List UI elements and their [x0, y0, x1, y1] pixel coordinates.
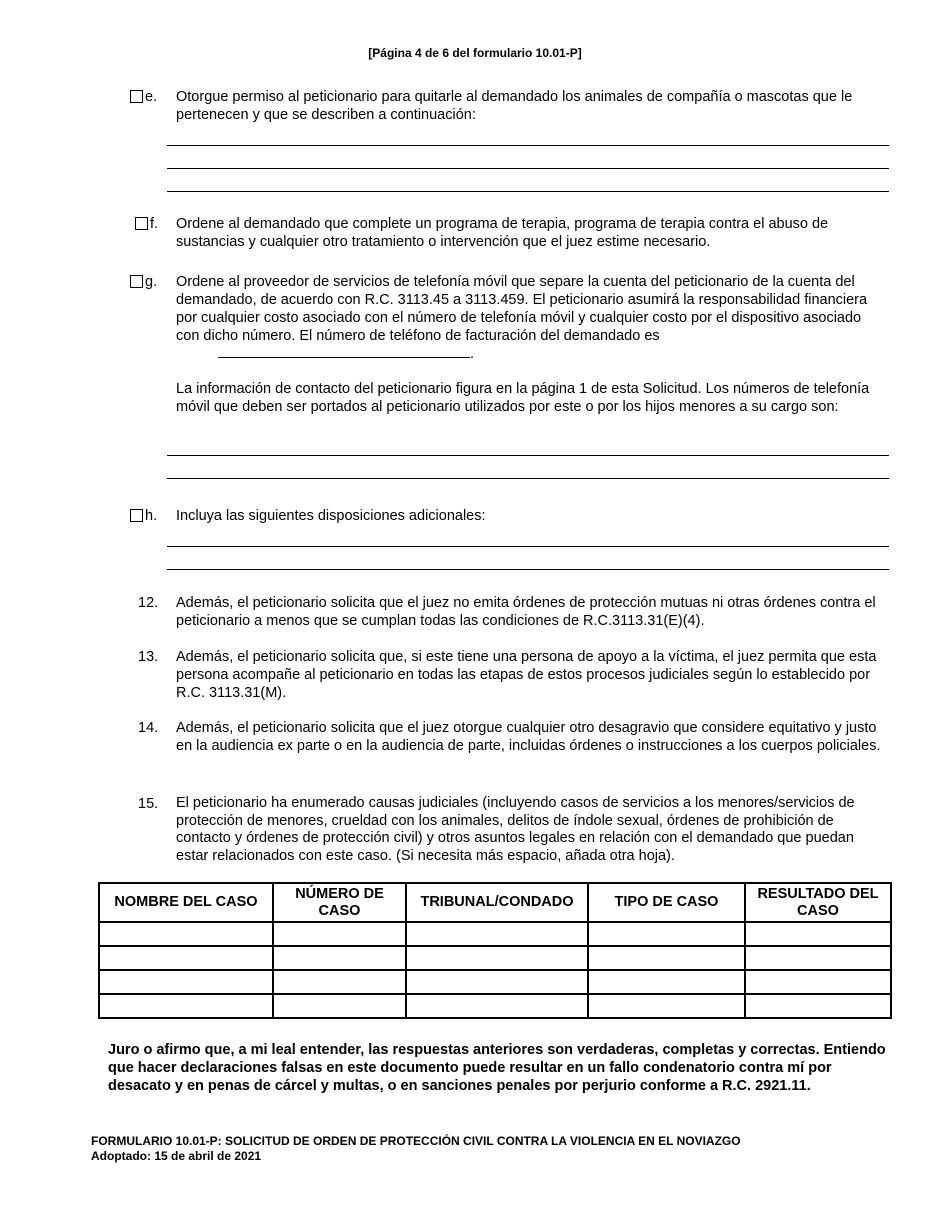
footer-adopted-date: Adoptado: 15 de abril de 2021: [91, 1149, 262, 1163]
item-e-marker: e.: [145, 89, 158, 105]
paragraph-14-text: Además, el peticionario solicita que el juez otorgue cualquier otro desagravio que considere equitativo y justo en la audiencia ex parte o en la audiencia de parte, incluidas órdenes o instrucciones a los cuerpos policiales.: [176, 720, 881, 754]
paragraph-12-text: Además, el peticionario solicita que el juez no emita órdenes de protección mutuas ni otras órdenes contra el peticionario a menos que se cumplan todas las condiciones de R.C.3113.31(E)(4).: [176, 595, 876, 629]
mobile-numbers-line-2[interactable]: [167, 478, 889, 479]
court-county-cell[interactable]: [406, 970, 588, 994]
table-row: [99, 946, 891, 970]
pets-line-1[interactable]: [167, 145, 889, 146]
additional-provisions-line-2[interactable]: [167, 569, 889, 570]
cases-table-header-row: [99, 883, 891, 922]
checkbox-item-g[interactable]: [130, 275, 143, 288]
paragraph-13-text: Además, el peticionario solicita que, si este tiene una persona de apoyo a la víctima, el juez permita que esta persona acompañe al peticionario en todas las etapas de estos procesos judiciales según lo establecido por R.C. 3113.31(M).: [176, 649, 877, 701]
item-g-marker: g.: [145, 274, 158, 290]
checkbox-item-h[interactable]: [130, 509, 143, 522]
header-court-county: TRIBUNAL/CONDADO: [406, 883, 588, 922]
case-name-cell[interactable]: [99, 922, 273, 946]
form-footer: [91, 1134, 741, 1164]
billing-number-field[interactable]: [218, 343, 474, 363]
pets-line-3[interactable]: [167, 191, 889, 192]
checkbox-item-e[interactable]: [130, 90, 143, 103]
billing-number-period: .: [470, 346, 475, 362]
page-header: [Página 4 de 6 del formulario 10.01-P]: [368, 46, 582, 60]
paragraph-15-text: El peticionario ha enumerado causas judiciales (incluyendo casos de servicios a los menores/servicios de protección de menores, crueldad con los animales, delitos de índole sexual, órdenes de prohibición de contacto y órdenes de protección civil) y otros asuntos legales en relación con el demandado que puedan estar relacionados con este caso. (Si necesita más espacio, añada otra hoja).: [176, 795, 855, 864]
oath-statement: Juro o afirmo que, a mi leal entender, las respuestas anteriores son verdaderas, completas y correctas. Entiendo que hacer declaraciones falsas en este documento puede resultar en un fallo condenatorio contra mí por desacato y en penas de cárcel y multas, o en sanciones penales por perjurio conforme a R.C. 2921.11.: [108, 1042, 886, 1094]
table-row: [99, 970, 891, 994]
item-f-marker: f.: [150, 216, 159, 232]
checkbox-item-f[interactable]: [135, 217, 148, 230]
pets-line-2[interactable]: [167, 168, 889, 169]
item-f-text: Ordene al demandado que complete un programa de terapia, programa de terapia contra el abuso de sustancias y cualquier otro tratamiento o intervención que el juez estime necesario.: [176, 216, 829, 250]
court-county-cell[interactable]: [406, 922, 588, 946]
case-name-cell[interactable]: [99, 970, 273, 994]
case-type-cell[interactable]: [588, 994, 745, 1018]
case-number-cell[interactable]: [273, 922, 406, 946]
billing-number-blank[interactable]: [218, 343, 470, 358]
case-result-cell[interactable]: [745, 922, 891, 946]
paragraph-12-number: 12.: [138, 595, 159, 611]
item-h-marker: h.: [145, 508, 158, 524]
footer-form-title: FORMULARIO 10.01-P: SOLICITUD DE ORDEN DE PROTECCIÓN CIVIL CONTRA LA VIOLENCIA EN EL NOVIAZGO: [91, 1134, 741, 1148]
table-row: [99, 922, 891, 946]
court-county-cell[interactable]: [406, 994, 588, 1018]
mobile-numbers-line-1[interactable]: [167, 455, 889, 456]
item-g-contact-text: La información de contacto del peticionario figura en la página 1 de esta Solicitud. Los números de telefonía móvil que deben ser portados al peticionario utilizados por este o por los hijos menores a su cargo son:: [176, 381, 870, 415]
case-name-cell[interactable]: [99, 994, 273, 1018]
case-number-cell[interactable]: [273, 970, 406, 994]
header-case-result: RESULTADO DEL CASO: [745, 883, 891, 922]
header-case-name: NOMBRE DEL CASO: [99, 883, 273, 922]
item-g-text: Ordene al proveedor de servicios de telefonía móvil que separe la cuenta del peticionario de la cuenta del demandado, de acuerdo con R.C. 3113.45 a 3113.459. El peticionario asumirá la responsabilidad financiera por cualquier costo asociado con el número de telefonía móvil y cualquier costo por el dispositivo asociado con dicho número. El número de teléfono de facturación del demandado es: [176, 274, 868, 344]
item-h-text: Incluya las siguientes disposiciones adicionales:: [176, 508, 486, 524]
court-county-cell[interactable]: [406, 946, 588, 970]
paragraph-14-number: 14.: [138, 720, 159, 736]
case-type-cell[interactable]: [588, 970, 745, 994]
paragraph-15-number: 15.: [138, 796, 159, 812]
item-e-text: Otorgue permiso al peticionario para quitarle al demandado los animales de compañía o mascotas que le pertenecen y que se describen a continuación:: [176, 89, 853, 123]
table-row: [99, 994, 891, 1018]
case-number-cell[interactable]: [273, 946, 406, 970]
cases-table: [98, 882, 892, 1019]
case-number-cell[interactable]: [273, 994, 406, 1018]
header-case-type: TIPO DE CASO: [588, 883, 745, 922]
case-name-cell[interactable]: [99, 946, 273, 970]
case-result-cell[interactable]: [745, 946, 891, 970]
header-case-number: NÚMERO DE CASO: [273, 883, 406, 922]
paragraph-13-number: 13.: [138, 649, 159, 665]
case-type-cell[interactable]: [588, 922, 745, 946]
case-result-cell[interactable]: [745, 994, 891, 1018]
case-type-cell[interactable]: [588, 946, 745, 970]
additional-provisions-line-1[interactable]: [167, 546, 889, 547]
case-result-cell[interactable]: [745, 970, 891, 994]
